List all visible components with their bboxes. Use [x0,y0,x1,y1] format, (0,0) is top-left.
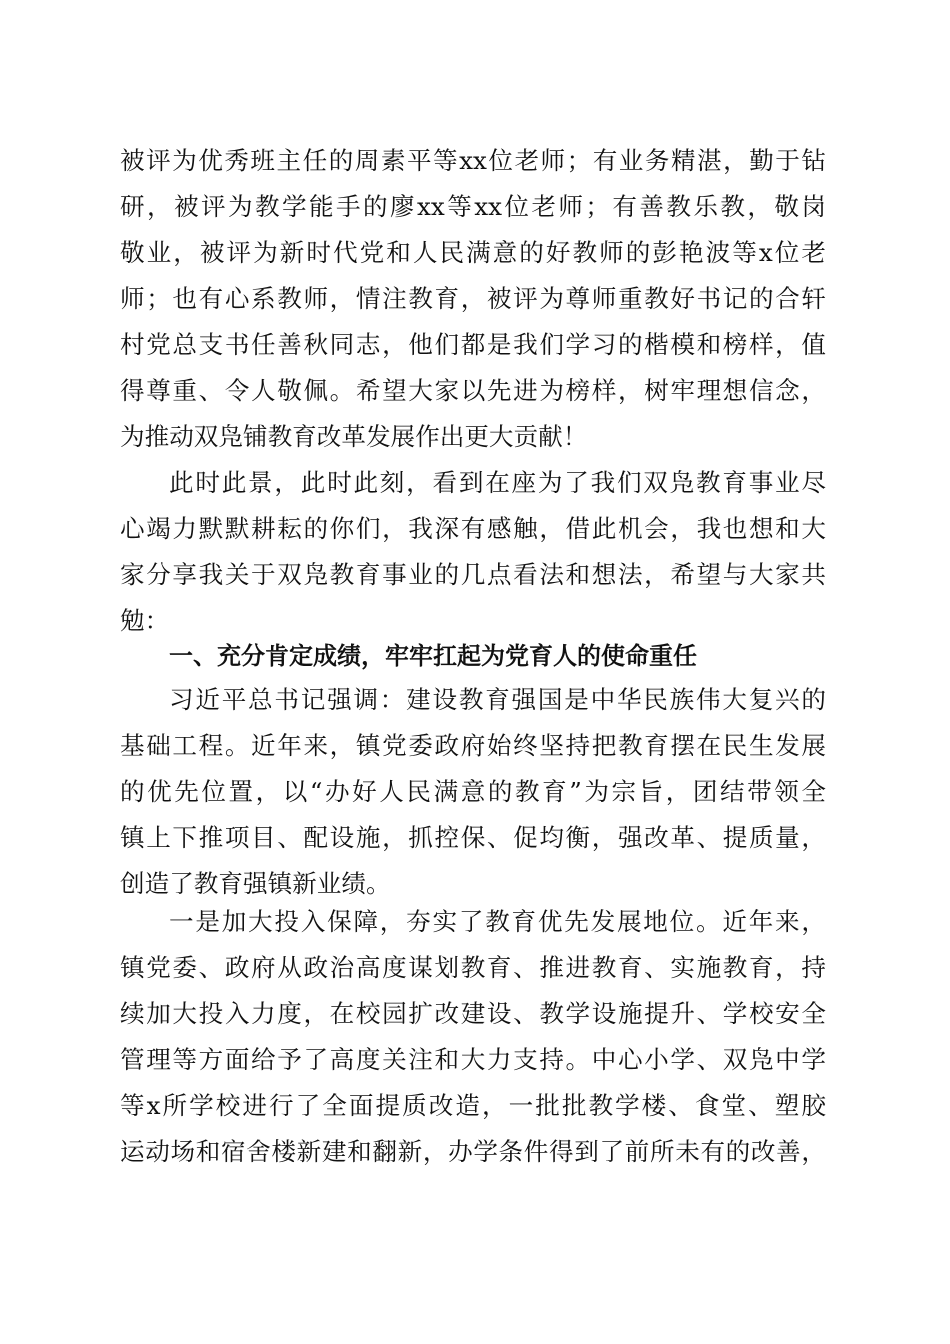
section-heading: 一、充分肯定成绩，牢牢扛起为党育人的使命重任 [169,642,697,670]
paragraph-line: 镇党委、政府从政治高度谋划教育、推进教育、实施教育，持 [120,953,826,982]
paragraph-line: 续加大投入力度，在校园扩改建设、教学设施提升、学校安全 [120,999,826,1028]
paragraph-line: 村党总支书任善秋同志，他们都是我们学习的楷模和榜样，值 [120,330,826,359]
paragraph-line: 研，被评为教学能手的廖xx等xx位老师；有善教乐教，敬岗 [120,192,826,221]
paragraph-line: 心竭力默默耕耘的你们，我深有感触，借此机会，我也想和大 [120,514,826,543]
paragraph-line: 基础工程。近年来，镇党委政府始终坚持把教育摆在民生发展 [120,731,826,760]
paragraph-line: 创造了教育强镇新业绩。 [120,869,391,898]
paragraph-line: 管理等方面给予了高度关注和大力支持。中心小学、双凫中学 [120,1045,826,1074]
paragraph-line: 镇上下推项目、配设施，抓控保、促均衡，强改革、提质量， [120,823,826,852]
paragraph-line: 被评为优秀班主任的周素平等xx位老师；有业务精湛，勤于钻 [120,146,826,175]
paragraph-line: 得尊重、令人敬佩。希望大家以先进为榜样，树牢理想信念， [120,376,826,405]
paragraph-line: 师；也有心系教师，情注教育，被评为尊师重教好书记的合轩 [120,284,826,313]
paragraph-line: 的优先位置，以“办好人民满意的教育”为宗旨，团结带领全 [120,777,826,806]
paragraph-first-line: 习近平总书记强调：建设教育强国是中华民族伟大复兴的 [169,685,826,714]
paragraph-line: 勉： [120,606,170,635]
paragraph-first-line: 此时此景，此时此刻，看到在座为了我们双凫教育事业尽 [169,468,826,497]
paragraph-line: 等x所学校进行了全面提质改造，一批批教学楼、食堂、塑胶 [120,1091,826,1120]
paragraph-line: 运动场和宿舍楼新建和翻新，办学条件得到了前所未有的改善， [120,1137,826,1166]
paragraph-line: 敬业，被评为新时代党和人民满意的好教师的彭艳波等x位老 [120,238,826,267]
paragraph-line: 为推动双凫铺教育改革发展作出更大贡献！ [120,422,588,451]
paragraph-first-line: 一是加大投入保障，夯实了教育优先发展地位。近年来， [169,907,826,936]
paragraph-line: 家分享我关于双凫教育事业的几点看法和想法，希望与大家共 [120,560,826,589]
